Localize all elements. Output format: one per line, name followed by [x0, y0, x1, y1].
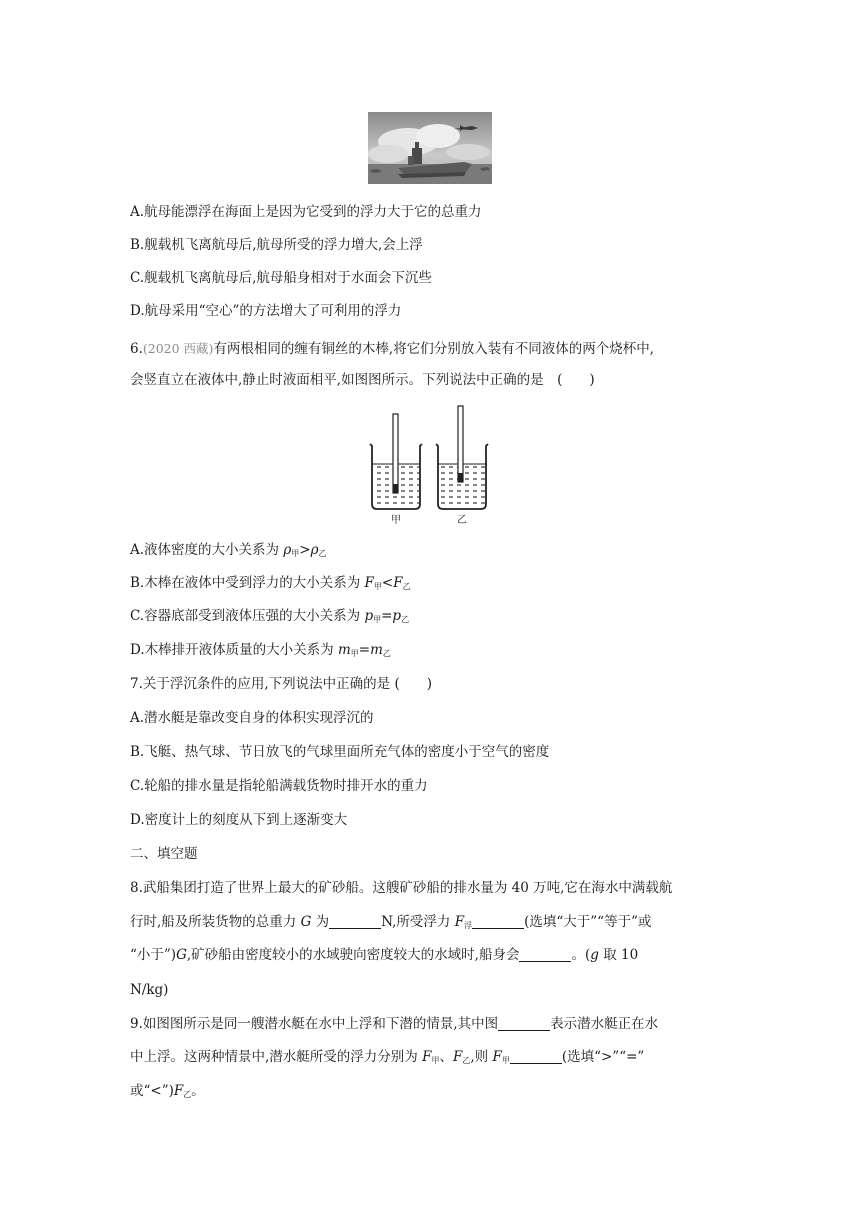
q8-line2: 行时,船及所装货物的总重力 G 为 N,所受浮力 $F_浮$ (选填“大于”“等于”或: [130, 914, 652, 930]
q8-line4: N/kg): [130, 982, 169, 998]
answer-blank[interactable]: [519, 947, 571, 962]
q5-option-d: D.航母采用“空心”的方法增大了可利用的浮力: [130, 303, 402, 319]
aircraft-carrier-illustration: [368, 112, 492, 184]
section-title: 二、填空题: [130, 846, 198, 862]
q6-option-a: A.液体密度的大小关系为 $\rho_甲>\rho_乙$: [130, 542, 327, 558]
q7-option-c: C.轮船的排水量是指轮船满载货物时排开水的重力: [130, 778, 428, 794]
q5-option-c: C.舰载机飞离航母后,航母船身相对于水面会下沉些: [130, 270, 432, 286]
q7-option-b: B.飞艇、热气球、节日放飞的气球里面所充气体的密度小于空气的密度: [130, 744, 550, 760]
q6-source: (2020 西藏): [142, 341, 214, 356]
q7-option-d: D.密度计上的刻度从下到上逐渐变大: [130, 812, 348, 828]
q6-stem-line2: 会竖直立在液体中,静止时液面相平,如图图所示。下列说法中正确的是 ( ): [130, 372, 595, 388]
answer-blank[interactable]: [498, 1016, 550, 1031]
q7-option-a: A.潜水艇是靠改变自身的体积实现浮沉的: [130, 710, 374, 726]
answer-blank[interactable]: [472, 914, 524, 929]
beaker-label-yi: 乙: [457, 515, 467, 526]
q9-line1: 9.如图图所示是同一艘潜水艇在水中上浮和下潜的情景,其中图 表示潜水艇正在水: [130, 1016, 659, 1032]
beakers-figure: [360, 404, 500, 528]
q8-line3: “小于”)G,矿砂船由密度较小的水域驶向密度较大的水域时,船身会 。(g 取 10: [130, 947, 639, 963]
beakers-diagram: [360, 404, 500, 528]
q9-line3: 或“$<”)F_乙$。: [130, 1083, 205, 1099]
q6-option-c: C.容器底部受到液体压强的大小关系为 $p_甲=p_乙$: [130, 608, 410, 624]
answer-blank[interactable]: [510, 1049, 562, 1064]
q7-stem: 7.关于浮沉条件的应用,下列说法中正确的是 ( ): [130, 676, 432, 692]
q8-line1: 8.武船集团打造了世界上最大的矿砂船。这艘矿砂船的排水量为 40 万吨,它在海水中满载航: [130, 880, 673, 896]
answer-blank[interactable]: [329, 914, 381, 929]
aircraft-carrier-photo: [368, 112, 492, 184]
q6-stem-text: 有两根相同的缠有铜丝的木棒,将它们分别放入装有不同液体的两个烧杯中,: [213, 341, 655, 357]
q9-line2: 中上浮。这两种情景中,潜水艇所受的浮力分别为 $F_甲$、$F_乙$,则 $F_甲$ (选填“>”“=”: [130, 1049, 645, 1065]
q6-number: 6.: [130, 341, 143, 357]
q6-option-d: D.木棒排开液体质量的大小关系为 $m_甲=m_乙$: [130, 642, 391, 658]
q6-stem-line1: [130, 339, 654, 359]
beaker-label-jia: 甲: [391, 515, 401, 526]
q5-option-b: B.舰载机飞离航母后,航母所受的浮力增大,会上浮: [130, 237, 423, 253]
q6-option-b: B.木棒在液体中受到浮力的大小关系为 $F_甲<F_乙$: [130, 575, 411, 591]
q5-option-a: A.航母能漂浮在海面上是因为它受到的浮力大于它的总重力: [130, 204, 482, 220]
